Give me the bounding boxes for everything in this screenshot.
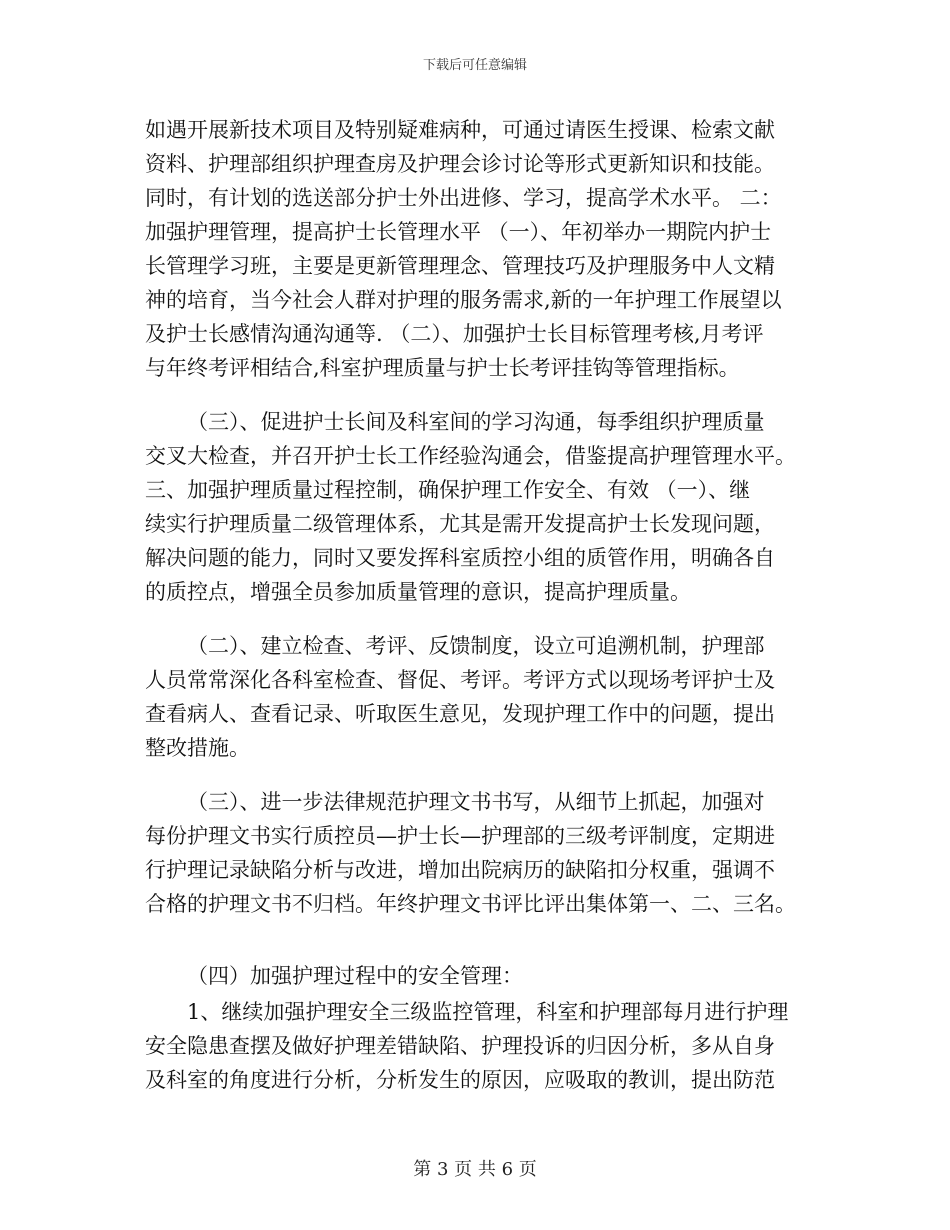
text-line: 及护士长感情沟通沟通等. （二）、加强护士长目标管理考核,月考评 (145, 322, 764, 346)
text-line: （四）加强护理过程中的安全管理： (187, 964, 523, 988)
text-line: 1、继续加强护理安全三级监控管理，科室和护理部每月进行护理 (187, 1000, 789, 1024)
text-line: （三）、进一步法律规范护理文书书写，从细节上抓起，加强对 (187, 790, 765, 814)
text-line: 每份护理文书实行质控员—护士长—护理部的三级考评制度，定期进 (145, 824, 775, 848)
text-line: 神的培育，当今社会人群对护理的服务需求,新的一年护理工作展望以 (145, 288, 782, 312)
text-line: 续实行护理质量二级管理体系，尤其是需开发提高护士长发现问题， (145, 512, 775, 536)
page-header: 下载后可任意编辑 (422, 58, 527, 73)
text-line: 加强护理管理，提高护士长管理水平 （一）、年初举办一期院内护士 (145, 220, 772, 244)
text-line: 查看病人、查看记录、听取医生意见，发现护理工作中的问题，提出 (145, 702, 775, 726)
text-line: 交叉大检查，并召开护士长工作经验沟通会，借鉴提高护理管理水平。 (145, 444, 796, 468)
text-line: 资料、护理部组织护理查房及护理会诊讨论等形式更新知识和技能。 (145, 152, 775, 176)
text-line: （三）、促进护士长间及科室间的学习沟通，每季组织护理质量 (187, 410, 765, 434)
text-line: 三、加强护理质量过程控制，确保护理工作安全、有效 （一）、继 (145, 478, 751, 502)
text-line: 安全隐患查摆及做好护理差错缺陷、护理投诉的归因分析，多从自身 (145, 1034, 775, 1058)
text-line: 同时，有计划的选送部分护士外出进修、学习，提高学术水平。 二： (145, 186, 782, 210)
text-line: 整改措施。 (145, 736, 250, 760)
text-line: 如遇开展新技术项目及特别疑难病种，可通过请医生授课、检索文献 (145, 118, 775, 142)
text-line: 与年终考评相结合,科室护理质量与护士长考评挂钩等管理指标。 (145, 356, 740, 380)
text-line: 及科室的角度进行分析，分析发生的原因，应吸取的教训，提出防范 (145, 1068, 775, 1092)
text-line: 行护理记录缺陷分析与改进，增加出院病历的缺陷扣分权重，强调不 (145, 858, 775, 882)
text-line: （二）、建立检查、考评、反馈制度，设立可追溯机制，护理部 (187, 634, 765, 658)
text-line: 的质控点，增强全员参加质量管理的意识，提高护理质量。 (145, 580, 691, 604)
text-line: 人员常常深化各科室检查、督促、考评。考评方式以现场考评护士及 (145, 668, 775, 692)
text-line: 合格的护理文书不归档。年终护理文书评比评出集体第一、二、三名。 (145, 892, 796, 916)
text-line: 解决问题的能力，同时又要发挥科室质控小组的质管作用，明确各自 (145, 546, 775, 570)
text-line: 长管理学习班，主要是更新管理理念、管理技巧及护理服务中人文精 (145, 254, 775, 278)
page-footer: 第 3 页 共 6 页 (413, 1159, 537, 1180)
